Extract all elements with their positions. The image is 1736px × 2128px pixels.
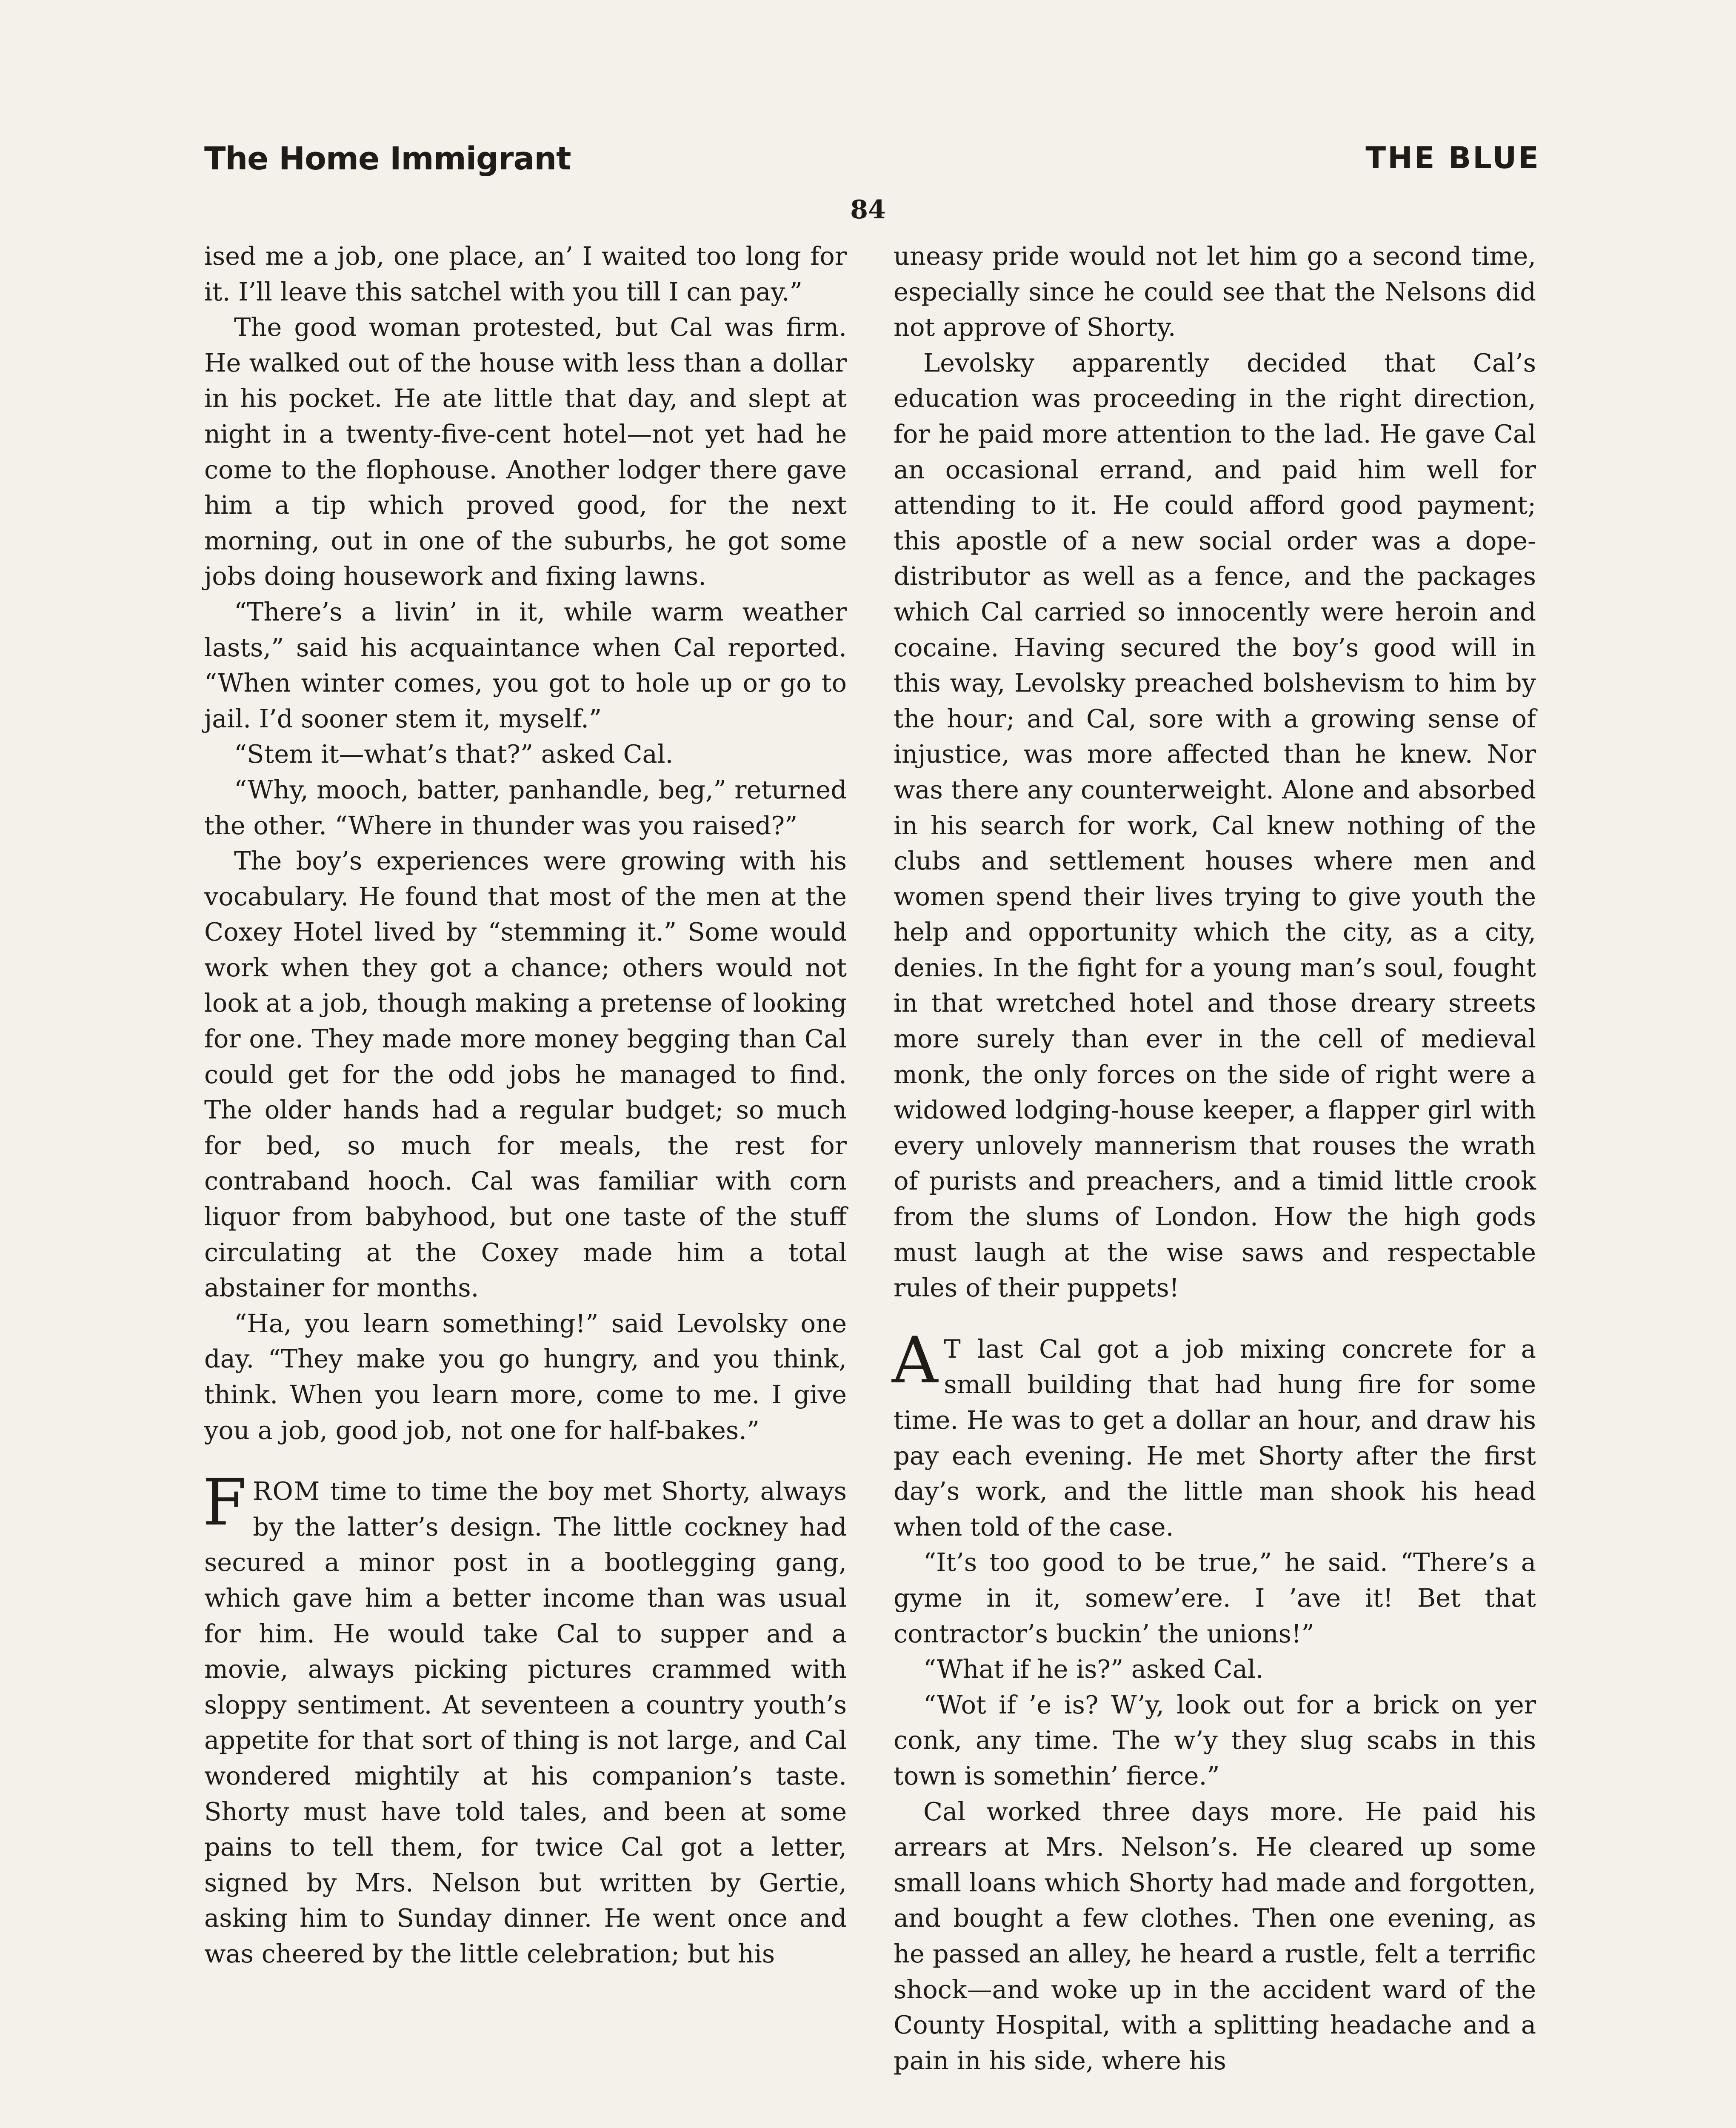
section-paragraph [203,1466,847,1971]
story-title: The Home Immigrant [204,140,571,177]
drop-cap: A [892,1323,938,1398]
paragraph: The boy’s experiences were growing with his vocabulary. He found that most of the men at the Coxey Hotel lived by “stemming it.” Some would work when they got a chance; others would not look at a job, though making a pretense of looking for one. They made more money begging than Cal could get for the odd jobs he managed to find. The older hands had a regular budget; so much for bed, so much for meals, the rest for contraband hooch. Cal was familiar with corn liquor from babyhood, but one taste of the stuff circulating at the Coxey made him a total abstainer for months. [204,846,847,1303]
paragraph: ised me a job, one place, an’ I waited too long for it. I’ll leave this satchel with you till I can pay.” [204,241,847,306]
magazine-title: THE BLUE [1365,140,1540,175]
paragraph: Levolsky apparently decided that Cal’s education was proceeding in the right direction, for he paid more attention to the lad. He gave Cal an occasional errand, and paid him well for attending to it. He could afford good payment; this apostle of a new social order was a dope-distributor as well as a fence, and the packages which Cal carried so innocently were heroin and cocaine. Having secured the boy’s good will in this way, Levolsky preached bolshevism to him by the hour; and Cal, sore with a growing sense of injustice, was more affected than he knew. Nor was there any counterweight. Alone and absorbed in his search for work, Cal knew nothing of the clubs and settlement houses where men and women spend their lives trying to give youth the help and opportunity which the city, as a city, denies. In the fight for a young man’s soul, fought in that wretched hotel and those dreary streets more surely than ever in the cell of medieval monk, the only forces on the side of right were a widowed lodging-house keeper, a flapper girl with every unlovely mannerism that rouses the wrath of purists and preachers, and a timid little crook from the slums of London. How the high gods must laugh at the wise saws and respectable rules of their puppets! [894,348,1536,1303]
section-paragraph [892,1323,1536,1545]
paragraph: “Ha, you learn something!” said Levolsky one day. “They make you go hungry, and you think, think. When you learn more, come to me. I give you a job, good job, not one for half-bakes.” [204,1308,847,1445]
lead-caps: ROM [253,1476,321,1506]
paragraph-text: last Cal got a job mixing concrete for a small building that had hung fire for some time. He was to get a dollar an hour, and draw his pay each evening. He met Shorty after the first day’s work, and the little man shook his head when told of the case. [894,1334,1536,1542]
lead-caps: T [944,1334,962,1364]
paragraph: “There’s a livin’ in it, while warm weather lasts,” said his acquaintance when Cal reported. “When winter comes, you got to hole up or go to jail. I’d sooner stem it, myself.” [204,597,847,733]
paragraph: “Stem it—what’s that?” asked Cal. [234,739,674,769]
paragraph: uneasy pride would not let him go a second time, especially since he could see that the Nelsons did not approve of Shorty. [894,241,1536,342]
paragraph: “What if he is?” asked Cal. [923,1654,1264,1684]
page-number: 84 [850,195,886,225]
paragraph: The good woman protested, but Cal was firm. He walked out of the house with less than a dollar in his pocket. He ate little that day, and slept at night in a twenty-five-cent hotel—not yet had he come to the flophouse. Another lodger there gave him a tip which proved good, for the next morning, out in one of the suburbs, he got some jobs doing housework and fixing lawns. [204,312,847,591]
running-header [204,140,1540,192]
drop-cap: F [203,1466,247,1540]
paragraph: “Why, mooch, batter, panhandle, beg,” returned the other. “Where in thunder was you raised?” [204,775,847,840]
paragraph: Cal worked three days more. He paid his arrears at Mrs. Nelson’s. He cleared up some small loans which Shorty had made and forgotten, and bought a few clothes. Then one evening, as he passed an alley, he heard a rustle, felt a terrific shock—and woke up in the accident ward of the County Hospital, with a splitting headache and a pain in his side, where his [894,1796,1536,2075]
left-column [204,238,847,1972]
paragraph: “Wot if ’e is? W’y, look out for a brick on yer conk, any time. The w’y they slug scabs in this town is somethin’ fierce.” [894,1690,1536,1790]
right-column [894,238,1536,2078]
paragraph: “It’s too good to be true,” he said. “There’s a gyme in it, somew’ere. I ’ave it! Bet that contractor’s buckin’ the unions!” [894,1547,1536,1648]
paragraph-text: time to time the boy met Shorty, always by the latter’s design. The little cockney had secured a minor post in a bootlegging gang, which gave him a better income than was usual for him. He would take Cal to supper and a movie, always picking pictures crammed with sloppy sentiment. At seventeen a country youth’s appetite for that sort of thing is not large, and Cal wondered mightily at his companion’s taste. Shorty must have told tales, and been at some pains to tell them, for twice Cal got a letter, signed by Mrs. Nelson but written by Gertie, asking him to Sunday dinner. He went once and was cheered by the little celebration; but his [204,1476,847,1968]
